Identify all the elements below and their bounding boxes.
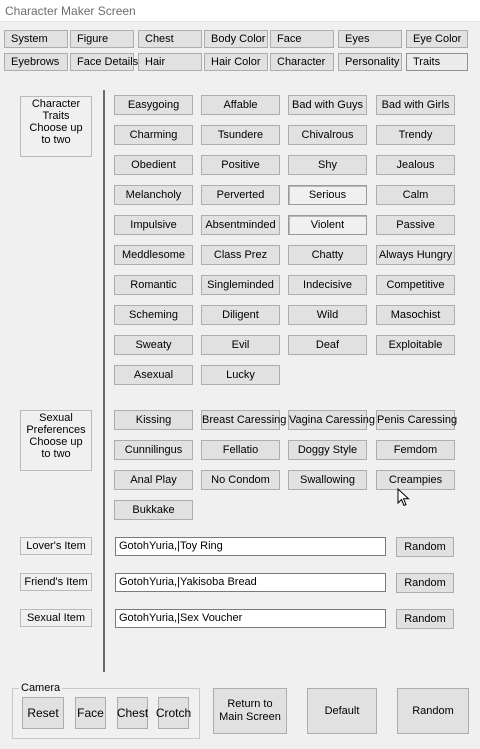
traits-option-exploitable[interactable]: Exploitable bbox=[376, 335, 455, 355]
traits-option-deaf[interactable]: Deaf bbox=[288, 335, 367, 355]
lover-item-label: Lover's Item bbox=[20, 537, 92, 555]
traits-option-sweaty[interactable]: Sweaty bbox=[114, 335, 193, 355]
traits-option-easygoing[interactable]: Easygoing bbox=[114, 95, 193, 115]
tab-eyebrows[interactable]: Eyebrows bbox=[4, 53, 68, 71]
traits-option-jealous[interactable]: Jealous bbox=[376, 155, 455, 175]
sexual-item-field[interactable]: GotohYuria,|Sex Voucher bbox=[115, 609, 386, 628]
traits-option-always-hungry[interactable]: Always Hungry bbox=[376, 245, 455, 265]
prefs-option-penis-caressing[interactable]: Penis Caressing bbox=[376, 410, 455, 430]
traits-option-perverted[interactable]: Perverted bbox=[201, 185, 280, 205]
traits-option-singleminded[interactable]: Singleminded bbox=[201, 275, 280, 295]
traits-option-melancholy[interactable]: Melancholy bbox=[114, 185, 193, 205]
traits-option-chivalrous[interactable]: Chivalrous bbox=[288, 125, 367, 145]
traits-option-trendy[interactable]: Trendy bbox=[376, 125, 455, 145]
section-divider bbox=[103, 90, 105, 672]
traits-option-scheming[interactable]: Scheming bbox=[114, 305, 193, 325]
camera-chest-button[interactable]: Chest bbox=[117, 697, 148, 729]
tab-personality[interactable]: Personality bbox=[338, 53, 402, 71]
sexual-item-label: Sexual Item bbox=[20, 609, 92, 627]
traits-option-evil[interactable]: Evil bbox=[201, 335, 280, 355]
tab-eyes[interactable]: Eyes bbox=[338, 30, 402, 48]
tab-system[interactable]: System bbox=[4, 30, 68, 48]
traits-option-shy[interactable]: Shy bbox=[288, 155, 367, 175]
tab-face-details[interactable]: Face Details bbox=[70, 53, 134, 71]
random-all-button[interactable]: Random bbox=[397, 688, 469, 734]
traits-option-competitive[interactable]: Competitive bbox=[376, 275, 455, 295]
window-title: Character Maker Screen bbox=[0, 0, 480, 22]
traits-option-class-prez[interactable]: Class Prez bbox=[201, 245, 280, 265]
prefs-option-no-condom[interactable]: No Condom bbox=[201, 470, 280, 490]
traits-option-bad-with-guys[interactable]: Bad with Guys bbox=[288, 95, 367, 115]
tab-chest[interactable]: Chest bbox=[138, 30, 202, 48]
prefs-option-vagina-caressing[interactable]: Vagina Caressing bbox=[288, 410, 367, 430]
lover-item-field[interactable]: GotohYuria,|Toy Ring bbox=[115, 537, 386, 556]
traits-option-wild[interactable]: Wild bbox=[288, 305, 367, 325]
traits-option-bad-with-girls[interactable]: Bad with Girls bbox=[376, 95, 455, 115]
camera-crotch-button[interactable]: Crotch bbox=[158, 697, 189, 729]
tab-body-color[interactable]: Body Color bbox=[204, 30, 268, 48]
traits-option-absentminded[interactable]: Absentminded bbox=[201, 215, 280, 235]
traits-option-lucky[interactable]: Lucky bbox=[201, 365, 280, 385]
tab-traits[interactable]: Traits bbox=[406, 53, 468, 71]
traits-option-calm[interactable]: Calm bbox=[376, 185, 455, 205]
tab-character[interactable]: Character bbox=[270, 53, 334, 71]
prefs-option-fellatio[interactable]: Fellatio bbox=[201, 440, 280, 460]
traits-option-diligent[interactable]: Diligent bbox=[201, 305, 280, 325]
traits-option-serious[interactable]: Serious bbox=[288, 185, 367, 205]
friend-item-field[interactable]: GotohYuria,|Yakisoba Bread bbox=[115, 573, 386, 592]
prefs-option-cunnilingus[interactable]: Cunnilingus bbox=[114, 440, 193, 460]
traits-option-indecisive[interactable]: Indecisive bbox=[288, 275, 367, 295]
default-button[interactable]: Default bbox=[307, 688, 377, 734]
prefs-option-swallowing[interactable]: Swallowing bbox=[288, 470, 367, 490]
traits-option-meddlesome[interactable]: Meddlesome bbox=[114, 245, 193, 265]
prefs-label: Sexual Preferences Choose up to two bbox=[20, 410, 92, 471]
traits-option-tsundere[interactable]: Tsundere bbox=[201, 125, 280, 145]
prefs-option-bukkake[interactable]: Bukkake bbox=[114, 500, 193, 520]
tab-hair[interactable]: Hair bbox=[138, 53, 202, 71]
prefs-option-doggy-style[interactable]: Doggy Style bbox=[288, 440, 367, 460]
traits-option-charming[interactable]: Charming bbox=[114, 125, 193, 145]
lover-random-button[interactable]: Random bbox=[396, 537, 454, 557]
camera-reset-button[interactable]: Reset bbox=[22, 697, 64, 729]
tab-figure[interactable]: Figure bbox=[70, 30, 134, 48]
return-main-button[interactable]: Return to Main Screen bbox=[213, 688, 287, 734]
traits-option-romantic[interactable]: Romantic bbox=[114, 275, 193, 295]
traits-option-chatty[interactable]: Chatty bbox=[288, 245, 367, 265]
traits-option-positive[interactable]: Positive bbox=[201, 155, 280, 175]
traits-option-impulsive[interactable]: Impulsive bbox=[114, 215, 193, 235]
traits-option-affable[interactable]: Affable bbox=[201, 95, 280, 115]
tab-hair-color[interactable]: Hair Color bbox=[204, 53, 268, 71]
tab-face[interactable]: Face bbox=[270, 30, 334, 48]
prefs-option-anal-play[interactable]: Anal Play bbox=[114, 470, 193, 490]
traits-option-passive[interactable]: Passive bbox=[376, 215, 455, 235]
traits-label: Character Traits Choose up to two bbox=[20, 96, 92, 157]
prefs-option-breast-caressing[interactable]: Breast Caressing bbox=[201, 410, 280, 430]
traits-option-violent[interactable]: Violent bbox=[288, 215, 367, 235]
prefs-option-kissing[interactable]: Kissing bbox=[114, 410, 193, 430]
mouse-cursor-icon bbox=[397, 488, 411, 508]
friend-random-button[interactable]: Random bbox=[396, 573, 454, 593]
traits-option-obedient[interactable]: Obedient bbox=[114, 155, 193, 175]
traits-option-asexual[interactable]: Asexual bbox=[114, 365, 193, 385]
friend-item-label: Friend's Item bbox=[20, 573, 92, 591]
prefs-option-femdom[interactable]: Femdom bbox=[376, 440, 455, 460]
sexual-random-button[interactable]: Random bbox=[396, 609, 454, 629]
tab-eye-color[interactable]: Eye Color bbox=[406, 30, 468, 48]
traits-option-masochist[interactable]: Masochist bbox=[376, 305, 455, 325]
camera-group-label: Camera bbox=[21, 682, 61, 694]
camera-face-button[interactable]: Face bbox=[75, 697, 106, 729]
prefs-option-creampies[interactable]: Creampies bbox=[376, 470, 455, 490]
